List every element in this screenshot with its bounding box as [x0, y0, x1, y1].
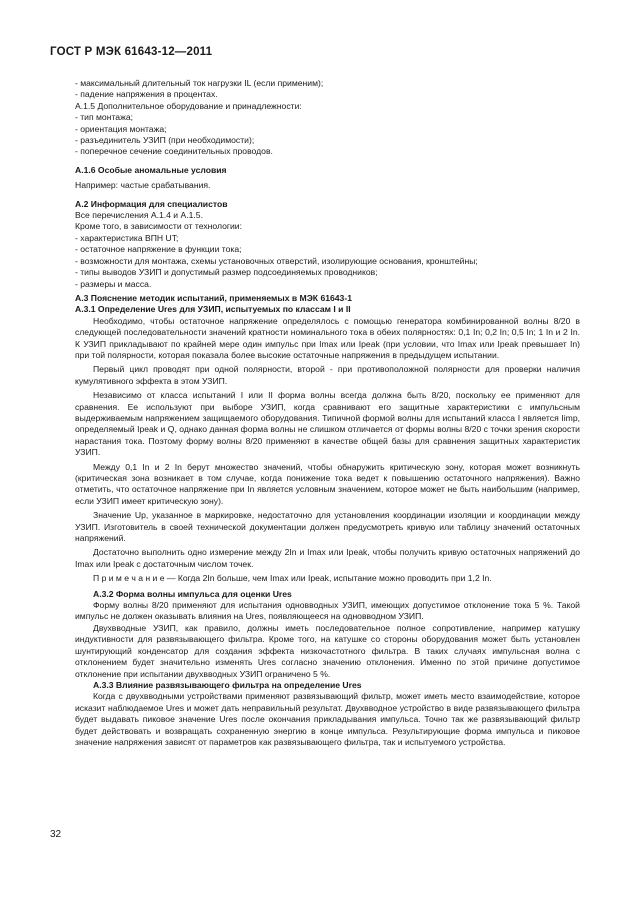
paragraph: Значение Up, указанное в маркировке, недостаточно для установления координации изоляции и координации между УЗИП. Изготовитель в своей технической документации должен предусмотреть кривую или таблицу значений остаточных напряжений. — [75, 510, 580, 544]
heading-a2: А.2 Информация для специалистов — [75, 198, 228, 209]
paragraph: Например: частые срабатывания. — [75, 180, 211, 191]
paragraph: Независимо от класса испытаний I или II форма волны всегда должна быть 8/20, поскольку ее применяют для сравнения. Ее используют при выборе УЗИП, когда сравнивают его защитные характеристики с импульсным выдерживаемым напряжением защищаемого оборудования. Типичной формой волны для испытаний класса I является Iimp, определяемый Ipeak и Q, однако данная форма волны не слишком отличается от формы волны 8/20 с точки зрения скорости нарастания тока. Поэтому форму волны 8/20 применяют в качестве общей базы для сравнения защитных характеристик УЗИП. — [75, 390, 580, 458]
paragraph: Форму волны 8/20 применяют для испытания одновводных УЗИП, имеющих допустимое отклонение тока 5 %. Такой импульс не должен оказывать влияния на Ures, появляющееся на одновводном УЗИП. — [75, 600, 580, 622]
list-item: - характеристика ВПН UT; — [75, 232, 179, 243]
paragraph: Первый цикл проводят при одной полярности, второй - при противоположной полярности для проверки наличия кумулятивного эффекта в этом УЗИП. — [75, 364, 580, 386]
list-item: Кроме того, в зависимости от технологии: — [75, 221, 242, 232]
list-item: - тип монтажа; — [75, 112, 133, 123]
heading-a33: А.3.3 Влияние развязывающего фильтра на определение Ures — [93, 679, 362, 690]
list-item: Все перечисления А.1.4 и А.1.5. — [75, 210, 203, 221]
list-item: - поперечное сечение соединительных проводов. — [75, 146, 273, 157]
list-item: - размеры и масса. — [75, 278, 152, 289]
paragraph: Между 0,1 In и 2 In берут множество значений, чтобы обнаружить критическую зону, которая может возникнуть (критическая зона возникает в том случае, когда понижение тока ведет к повышению остаточного напряжения). Важно отметить, что остаточное напряжение при In является условным значением, которое может не быть наибольшим (например, если УЗИП имеет критическую зону). — [75, 461, 580, 506]
heading-a32: А.3.2 Форма волны импульса для оценки Ures — [93, 588, 292, 599]
list-item: - падение напряжения в процентах. — [75, 89, 218, 100]
list-item: - ориентация монтажа; — [75, 123, 167, 134]
list-item: - возможности для монтажа, схемы установочных отверстий, изолирующие основания, кронштейны; — [75, 255, 478, 266]
heading-a16: А.1.6 Особые аномальные условия — [75, 164, 227, 175]
section-a15: А.1.5 Дополнительное оборудование и принадлежности: — [75, 100, 302, 111]
heading-a3: А.3 Пояснение методик испытаний, применяемых в МЭК 61643-1 — [75, 292, 352, 303]
document-body — [75, 78, 580, 748]
note: П р и м е ч а н и е — Когда 2In больше, чем Imax или Ipeak, испытание можно проводить при 1,2 In. — [93, 573, 492, 584]
paragraph: Двухвводные УЗИП, как правило, должны иметь последовательное полное сопротивление, например катушку индуктивности для развязывающего фильтра. Кроме того, на катушке со стороны оборудования может быть установлен шунтирующий конденсатор для создания эффекта низкочастотного фильтра. В таких случаях импульсная волна с отклонением будет значительно изменять Ures согласно значению отклонения. Именно по этой причине допустимое отклонение при испытании двухвводных УЗИП ограничено 5 %. — [75, 622, 580, 679]
list-item: - разъединитель УЗИП (при необходимости); — [75, 135, 255, 146]
paragraph: Когда с двухвводными устройствами применяют развязывающий фильтр, может иметь место взаимодействие, которое исказит наблюдаемое Ures и может дать неправильный результат. Двухвводное устройство в виде развязывающего фильтра будет выдавать пиковое значение Ures после окончания прикладывания импульса. Точно так же развязывающий фильтр будет действовать и возвращать сохраненную энергию в конце импульса. Результирующие форма импульса и пиковое значение напряжения зависят от параметров как развязывающего фильтра, так и испытуемого устройства. — [75, 691, 580, 747]
list-item: - типы выводов УЗИП и допустимый размер подсоединяемых проводников; — [75, 267, 378, 278]
paragraph: Необходимо, чтобы остаточное напряжение определялось с помощью генератора комбинированной волны 8/20 в следующей последовательности значений кратности номинального тока в обеих полярностях: 0,1 In; 0,2 In; 0,5 In; 1 In и 2 In. К УЗИП прикладывают по крайней мере один импульс при Imax или Ipeak (при условии, что Imax или Ipeak превышает In) при той полярности, которая показала более высокие остаточные напряжения в предыдущем испытании. — [75, 315, 580, 360]
list-item: - остаточное напряжение в функции тока; — [75, 244, 242, 255]
page-number: 32 — [50, 829, 62, 840]
list-item: - максимальный длительный ток нагрузки IL (если применим); — [75, 78, 324, 88]
heading-a31: А.3.1 Определение Ures для УЗИП, испытуемых по классам I и II — [75, 304, 351, 315]
paragraph: Достаточно выполнить одно измерение между 2In и Imax или Ipeak, чтобы получить кривую остаточных напряжений до Imax или Ipeak с достаточным числом точек. — [75, 547, 580, 569]
standard-header: ГОСТ Р МЭК 61643-12—2011 — [50, 46, 213, 58]
